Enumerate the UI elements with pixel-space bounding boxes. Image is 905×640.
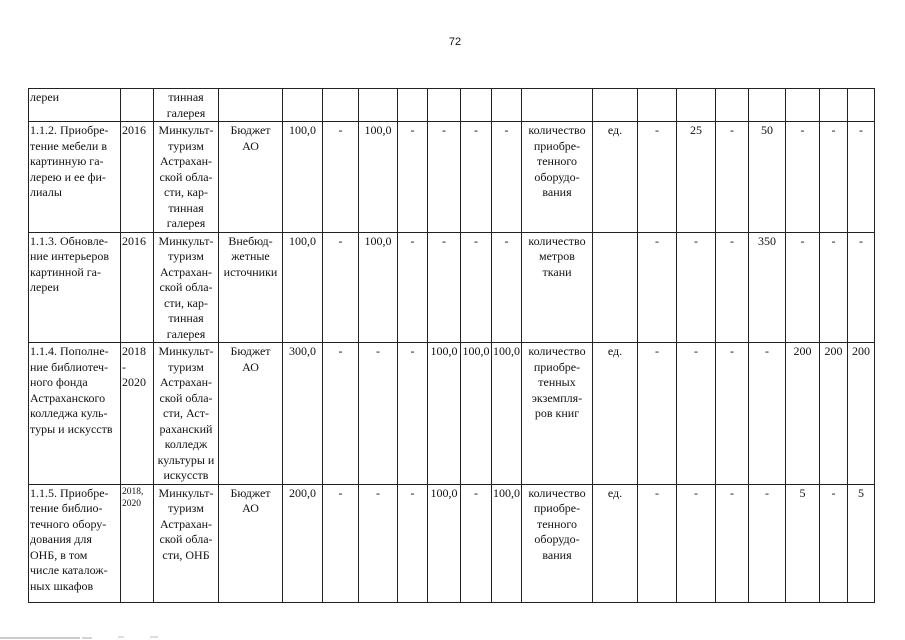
row-indicator: количество приобре- тенного оборудо- вания xyxy=(522,122,593,233)
table-row xyxy=(29,343,875,485)
row-name: 1.1.3. Обновле- ние интерьеров картинной га- лереи xyxy=(29,232,121,343)
row-finance-2015: 100,0 xyxy=(359,122,398,233)
row-finance-2019: 100,0 xyxy=(492,343,522,485)
row-finance-2017: - xyxy=(428,122,461,233)
row-value-1: - xyxy=(638,122,677,233)
row-finance-2014: - xyxy=(323,232,359,343)
row-finance-2018: 100,0 xyxy=(461,343,492,485)
row-value-6: 200 xyxy=(820,343,848,485)
row-value-3: - xyxy=(716,343,749,485)
row-source: Бюджет АО xyxy=(219,122,283,233)
row-value-1 xyxy=(638,89,677,122)
row-year: 2016 xyxy=(121,122,154,233)
row-executor: Минкульт- туризм Астрахан- ской обла- сти, Аст- раханский колледж культуры и искусств xyxy=(154,343,219,485)
row-value-5: 200 xyxy=(786,343,820,485)
row-value-4: 50 xyxy=(749,122,786,233)
scan-artifact xyxy=(0,628,200,640)
row-name: лереи xyxy=(29,89,121,122)
row-finance-2018: - xyxy=(461,122,492,233)
row-finance-2014: - xyxy=(323,122,359,233)
row-unit xyxy=(593,232,638,343)
row-value-5: - xyxy=(786,122,820,233)
row-indicator xyxy=(522,89,593,122)
row-executor: Минкульт- туризм Астрахан- ской обла- сти, кар- тинная галерея xyxy=(154,232,219,343)
table-row xyxy=(29,484,875,602)
row-finance-2018 xyxy=(461,89,492,122)
row-finance-2019: - xyxy=(492,122,522,233)
row-finance-total: 100,0 xyxy=(283,122,323,233)
row-finance-total: 300,0 xyxy=(283,343,323,485)
row-finance-2019 xyxy=(492,89,522,122)
row-finance-2014: - xyxy=(323,484,359,602)
row-year: 2016 xyxy=(121,232,154,343)
row-value-1: - xyxy=(638,343,677,485)
row-finance-2015 xyxy=(359,89,398,122)
row-year: 2018 - 2020 xyxy=(121,343,154,485)
row-value-7: - xyxy=(848,122,875,233)
row-finance-2019: - xyxy=(492,232,522,343)
row-name: 1.1.4. Пополне- ние библиотеч- ного фонда Астраханского колледжа куль- туры и искусств xyxy=(29,343,121,485)
page-number: 72 xyxy=(448,36,462,48)
row-source xyxy=(219,89,283,122)
row-indicator: количество метров ткани xyxy=(522,232,593,343)
row-executor: Минкульт- туризм Астрахан- ской обла- сти, ОНБ xyxy=(154,484,219,602)
row-unit xyxy=(593,89,638,122)
row-value-2: 25 xyxy=(677,122,716,233)
row-finance-2016 xyxy=(398,89,428,122)
row-source: Бюджет АО xyxy=(219,484,283,602)
row-value-4 xyxy=(749,89,786,122)
row-value-6: - xyxy=(820,232,848,343)
row-finance-2016: - xyxy=(398,122,428,233)
row-value-2: - xyxy=(677,232,716,343)
table-row xyxy=(29,89,875,122)
program-activities-table xyxy=(28,88,875,603)
row-value-6: - xyxy=(820,484,848,602)
table-row xyxy=(29,232,875,343)
row-value-5: - xyxy=(786,232,820,343)
row-unit: ед. xyxy=(593,343,638,485)
row-source: Бюджет АО xyxy=(219,343,283,485)
row-value-3: - xyxy=(716,122,749,233)
row-finance-2018: - xyxy=(461,484,492,602)
row-value-3 xyxy=(716,89,749,122)
row-value-4: 350 xyxy=(749,232,786,343)
row-value-2 xyxy=(677,89,716,122)
row-value-5: 5 xyxy=(786,484,820,602)
row-finance-2016: - xyxy=(398,484,428,602)
row-value-7: 5 xyxy=(848,484,875,602)
row-year xyxy=(121,89,154,122)
row-finance-2015: - xyxy=(359,343,398,485)
row-finance-2017: - xyxy=(428,232,461,343)
row-executor: тинная галерея xyxy=(154,89,219,122)
row-finance-2014: - xyxy=(323,343,359,485)
table-row xyxy=(29,122,875,233)
row-indicator: количество приобре- тенного оборудо- вания xyxy=(522,484,593,602)
row-finance-2017: 100,0 xyxy=(428,484,461,602)
row-finance-total xyxy=(283,89,323,122)
row-value-2: - xyxy=(677,343,716,485)
row-year: 2018, 2020 xyxy=(121,484,154,602)
row-finance-2017: 100,0 xyxy=(428,343,461,485)
row-unit: ед. xyxy=(593,484,638,602)
row-value-4: - xyxy=(749,343,786,485)
row-value-7 xyxy=(848,89,875,122)
row-unit: ед. xyxy=(593,122,638,233)
row-value-7: - xyxy=(848,232,875,343)
row-value-2: - xyxy=(677,484,716,602)
row-executor: Минкульт- туризм Астрахан- ской обла- сти, кар- тинная галерея xyxy=(154,122,219,233)
row-finance-2018: - xyxy=(461,232,492,343)
row-name: 1.1.2. Приобре- тение мебели в картинную га- лерею и ее фи- лиалы xyxy=(29,122,121,233)
row-value-6: - xyxy=(820,122,848,233)
row-value-3: - xyxy=(716,232,749,343)
row-finance-2017 xyxy=(428,89,461,122)
row-value-1: - xyxy=(638,484,677,602)
row-finance-2015: 100,0 xyxy=(359,232,398,343)
row-value-7: 200 xyxy=(848,343,875,485)
row-finance-2019: 100,0 xyxy=(492,484,522,602)
row-finance-2016: - xyxy=(398,232,428,343)
row-source: Внебюд- жетные источники xyxy=(219,232,283,343)
row-finance-total: 100,0 xyxy=(283,232,323,343)
row-indicator: количество приобре- тенных экземпля- ров книг xyxy=(522,343,593,485)
row-finance-total: 200,0 xyxy=(283,484,323,602)
row-finance-2016: - xyxy=(398,343,428,485)
row-value-4: - xyxy=(749,484,786,602)
row-name: 1.1.5. Приобре- тение библио- течного обору- дования для ОНБ, в том числе каталож- ных шкафов xyxy=(29,484,121,602)
row-value-1: - xyxy=(638,232,677,343)
row-finance-2014 xyxy=(323,89,359,122)
row-value-5 xyxy=(786,89,820,122)
row-value-6 xyxy=(820,89,848,122)
row-finance-2015: - xyxy=(359,484,398,602)
row-value-3: - xyxy=(716,484,749,602)
